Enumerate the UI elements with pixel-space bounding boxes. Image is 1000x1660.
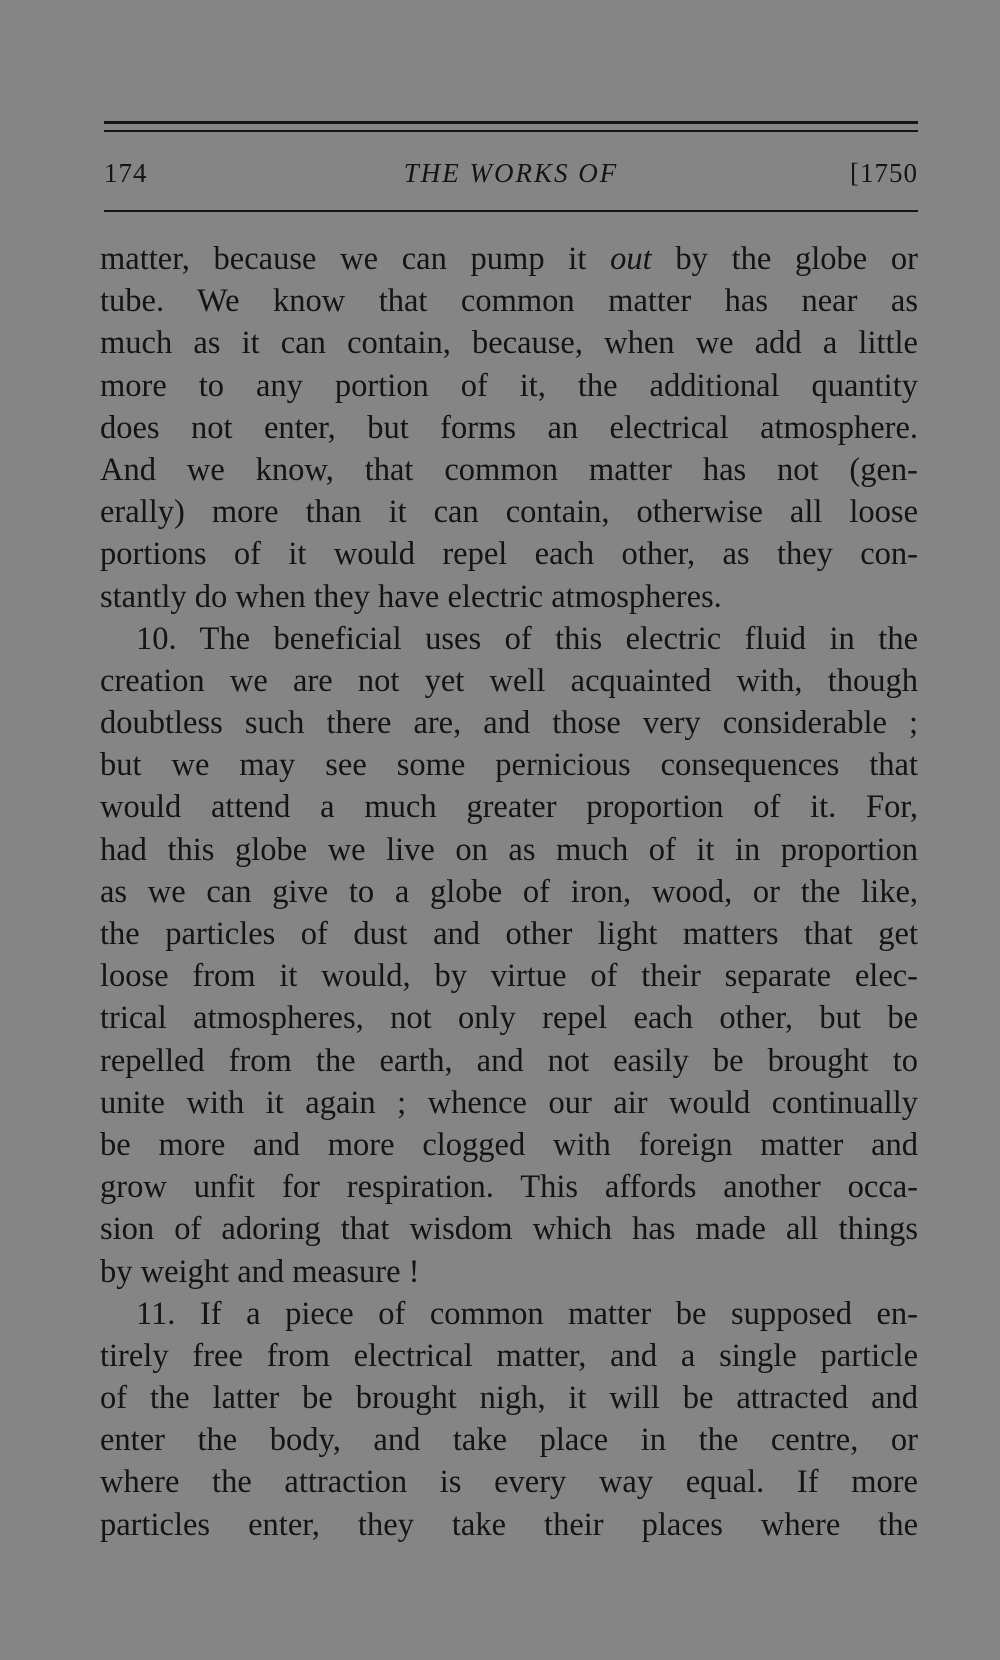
- text-line: tirely free from electrical matter, and a single particle: [100, 1337, 918, 1374]
- running-head: [104, 158, 918, 198]
- top-double-rule-inner: [104, 130, 918, 132]
- text-line: enter the body, and take place in the centre, or: [100, 1422, 918, 1459]
- text-line: but we may see some pernicious consequences that: [100, 747, 918, 784]
- text-line: much as it can contain, because, when we add a little: [100, 325, 918, 362]
- page-number: 174: [104, 158, 148, 188]
- body-text: [100, 238, 918, 1546]
- text-line: had this globe we live on as much of it in proportion: [100, 831, 918, 868]
- text-line: erally) more than it can contain, otherwise all loose: [100, 494, 918, 531]
- text-line: trical atmospheres, not only repel each other, but be: [100, 1000, 918, 1037]
- text-line: creation we are not yet well acquainted with, though: [100, 662, 918, 699]
- text-line: particles enter, they take their places where the: [100, 1506, 918, 1543]
- top-double-rule: [104, 121, 918, 124]
- text-line: stantly do when they have electric atmospheres.: [100, 578, 722, 615]
- text-line: be more and more clogged with foreign matter and: [100, 1126, 918, 1163]
- emphasis-out: out: [610, 241, 652, 277]
- text-line: by weight and measure !: [100, 1253, 420, 1290]
- text-line: loose from it would, by virtue of their separate elec-: [100, 958, 918, 995]
- text-line: does not enter, but forms an electrical atmosphere.: [100, 409, 918, 446]
- text-line: where the attraction is every way equal. If more: [100, 1464, 918, 1501]
- running-year: [1750: [850, 158, 918, 188]
- text-line: would attend a much greater proportion of it. For,: [100, 789, 918, 826]
- header-rule: [104, 210, 918, 212]
- text-line: as we can give to a globe of iron, wood, or the like,: [100, 873, 918, 910]
- paragraph-10-start: 10. The beneficial uses of this electric fluid in the: [136, 620, 918, 657]
- text-line: portions of it would repel each other, as they con-: [100, 536, 918, 573]
- text-line: tube. We know that common matter has near as: [100, 283, 918, 320]
- text-line: matter, because we can pump it out by the globe or: [100, 241, 918, 277]
- text-line: unite with it again ; whence our air would continually: [100, 1084, 918, 1121]
- text-line: grow unfit for respiration. This affords another occa-: [100, 1169, 918, 1206]
- running-title: THE WORKS OF: [403, 158, 619, 188]
- paragraph-11-start: 11. If a piece of common matter be supposed en-: [136, 1295, 918, 1332]
- text-line: sion of adoring that wisdom which has made all things: [100, 1211, 918, 1248]
- text-line: And we know, that common matter has not (gen-: [100, 451, 918, 488]
- text-line: more to any portion of it, the additional quantity: [100, 367, 918, 404]
- text-line: doubtless such there are, and those very considerable ;: [100, 705, 918, 742]
- text-line: of the latter be brought nigh, it will be attracted and: [100, 1380, 918, 1417]
- text-line: the particles of dust and other light matters that get: [100, 916, 918, 952]
- text-line: repelled from the earth, and not easily be brought to: [100, 1042, 918, 1079]
